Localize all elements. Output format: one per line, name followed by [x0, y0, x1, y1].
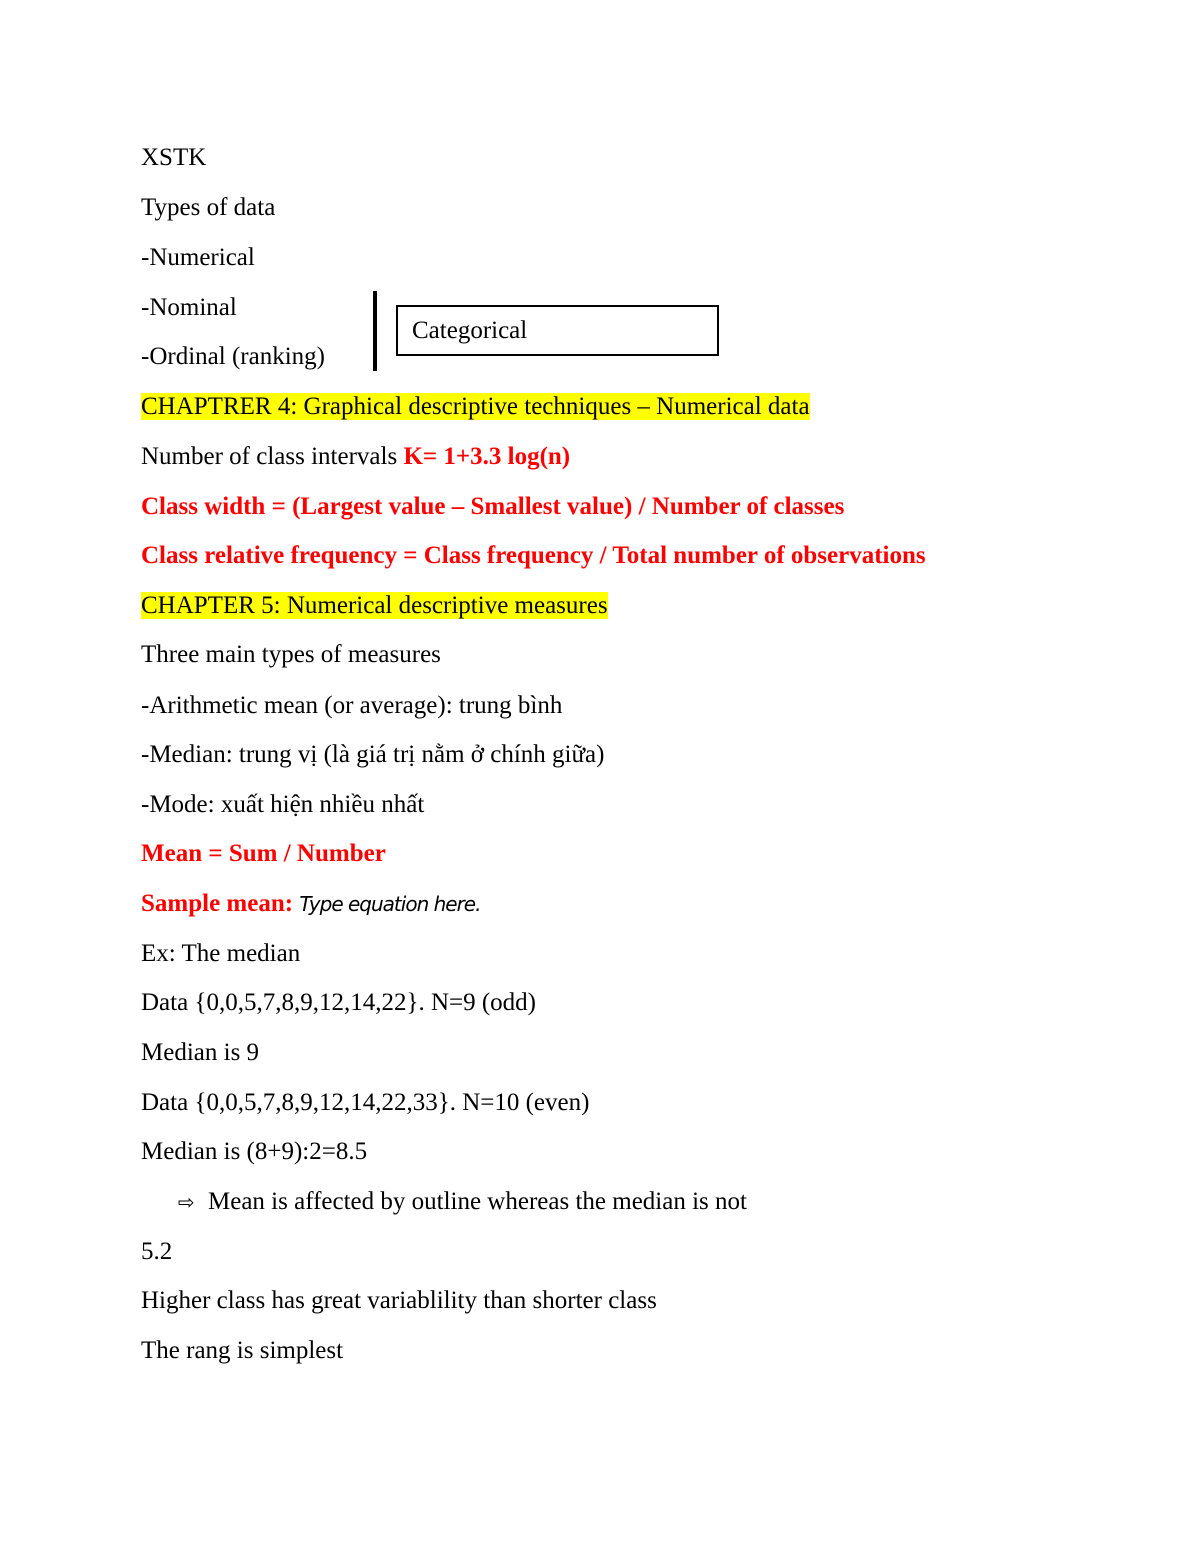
- example-heading: Ex: The median: [141, 940, 301, 967]
- conclusion-text: Mean is affected by outline whereas the median is not: [208, 1188, 747, 1215]
- mean-formula: Mean = Sum / Number: [141, 840, 386, 867]
- variability-note: Higher class has great variablility than shorter class: [141, 1287, 657, 1314]
- median-even: Median is (8+9):2=8.5: [141, 1138, 368, 1165]
- sample-mean-label: Sample mean:: [141, 890, 300, 917]
- categorical-textbox: [396, 305, 719, 356]
- class-width-formula: Class width = (Largest value – Smallest value) / Number of classes: [141, 493, 845, 520]
- range-note: The rang is simplest: [141, 1337, 344, 1364]
- equation-placeholder[interactable]: Type equation here.: [299, 892, 481, 916]
- median-odd: Median is 9: [141, 1039, 260, 1066]
- measure-mean: -Arithmetic mean (or average): trung bình: [141, 692, 563, 719]
- class-intervals-text: Number of class intervals: [141, 443, 404, 470]
- conclusion-line: [178, 1187, 747, 1217]
- chapter5-heading: [141, 591, 608, 621]
- relative-frequency-formula: Class relative frequency = Class frequency / Total number of observations: [141, 542, 926, 569]
- categorical-label: Categorical: [412, 317, 528, 344]
- sample-mean-line: [141, 889, 480, 919]
- measure-mode: -Mode: xuất hiện nhiều nhất: [141, 791, 425, 818]
- chapter4-heading-text: CHAPTRER 4: Graphical descriptive techniques – Numerical data: [141, 393, 810, 420]
- grouping-bracket: [373, 291, 377, 371]
- data-even: Data {0,0,5,7,8,9,12,14,22,33}. N=10 (even): [141, 1089, 590, 1116]
- type-ordinal: -Ordinal (ranking): [141, 343, 325, 370]
- class-intervals-line: [141, 442, 570, 472]
- chapter4-heading: [141, 392, 810, 422]
- chapter5-heading-text: CHAPTER 5: Numerical descriptive measures: [141, 592, 608, 619]
- arrow-right-icon: ⇨: [178, 1190, 195, 1214]
- types-heading: Types of data: [141, 194, 276, 221]
- class-intervals-formula: K= 1+3.3 log(n): [403, 443, 571, 470]
- type-numerical: -Numerical: [141, 244, 255, 271]
- data-odd: Data {0,0,5,7,8,9,12,14,22}. N=9 (odd): [141, 989, 536, 1016]
- section-5-2: 5.2: [141, 1238, 173, 1265]
- doc-title: XSTK: [141, 144, 207, 171]
- type-nominal: -Nominal: [141, 294, 237, 321]
- measure-median: -Median: trung vị (là giá trị nằm ở chính giữa): [141, 741, 605, 768]
- measures-heading: Three main types of measures: [141, 641, 441, 668]
